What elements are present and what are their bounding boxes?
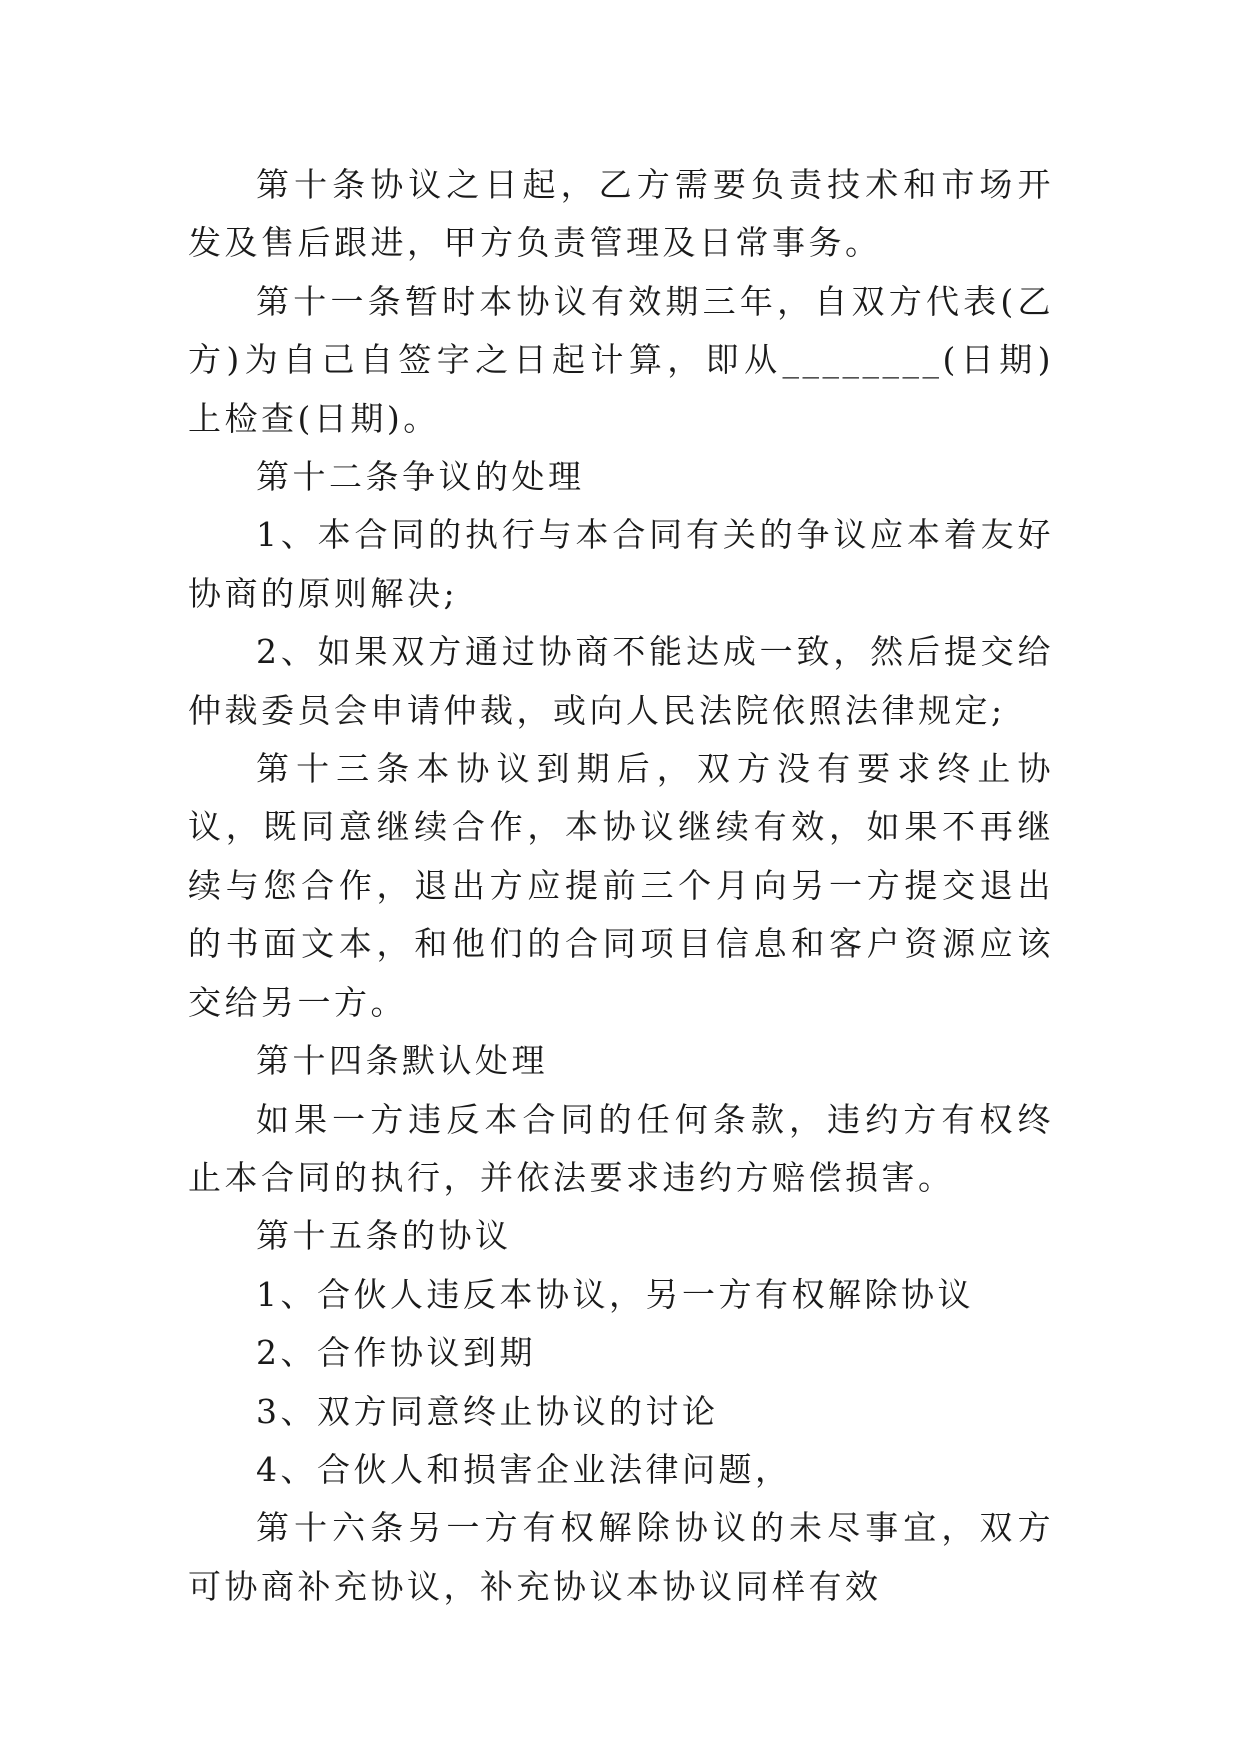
- paragraph-article-15-item-3: 3、双方同意终止协议的讨论: [256, 1391, 719, 1431]
- paragraph-article-15-heading: 第十五条的协议: [256, 1216, 512, 1256]
- paragraph-article-12-item-1: 1、本合同的执行与本合同有关的争议应本着友好协商的原则解决;: [188, 515, 1054, 613]
- paragraph-article-15-item-4: 4、合伙人和损害企业法律问题，: [256, 1449, 792, 1489]
- paragraph-article-16: 第十六条另一方有权解除协议的未尽事宜，双方可协商补充协议，补充协议本协议同样有效: [188, 1508, 1054, 1606]
- paragraph-article-12-item-2: 2、如果双方通过协商不能达成一致，然后提交给仲裁委员会申请仲裁，或向人民法院依照法律规定;: [188, 632, 1054, 730]
- document-body: [188, 156, 1054, 1616]
- paragraph-article-11: 第十一条暂时本协议有效期三年，自双方代表(乙方)为自己自签字之日起计算，即从________(日期)上检查(日期)。: [188, 281, 1054, 438]
- paragraph-article-12-heading: 第十二条争议的处理: [256, 457, 585, 497]
- paragraph-article-15-item-2: 2、合作协议到期: [256, 1333, 536, 1373]
- paragraph-article-14-body: 如果一方违反本合同的任何条款，违约方有权终止本合同的执行，并依法要求违约方赔偿损害。: [188, 1099, 1054, 1197]
- paragraph-article-15-item-1: 1、合伙人违反本协议，另一方有权解除协议: [256, 1274, 974, 1314]
- paragraph-article-10: 第十条协议之日起，乙方需要负责技术和市场开发及售后跟进，甲方负责管理及日常事务。: [188, 165, 1054, 263]
- paragraph-article-13: 第十三条本协议到期后，双方没有要求终止协议，既同意继续合作，本协议继续有效，如果不再继续与您合作，退出方应提前三个月向另一方提交退出的书面文本，和他们的合同项目信息和客户资源应该交给另一方。: [188, 749, 1054, 1022]
- paragraph-article-14-heading: 第十四条默认处理: [256, 1041, 548, 1081]
